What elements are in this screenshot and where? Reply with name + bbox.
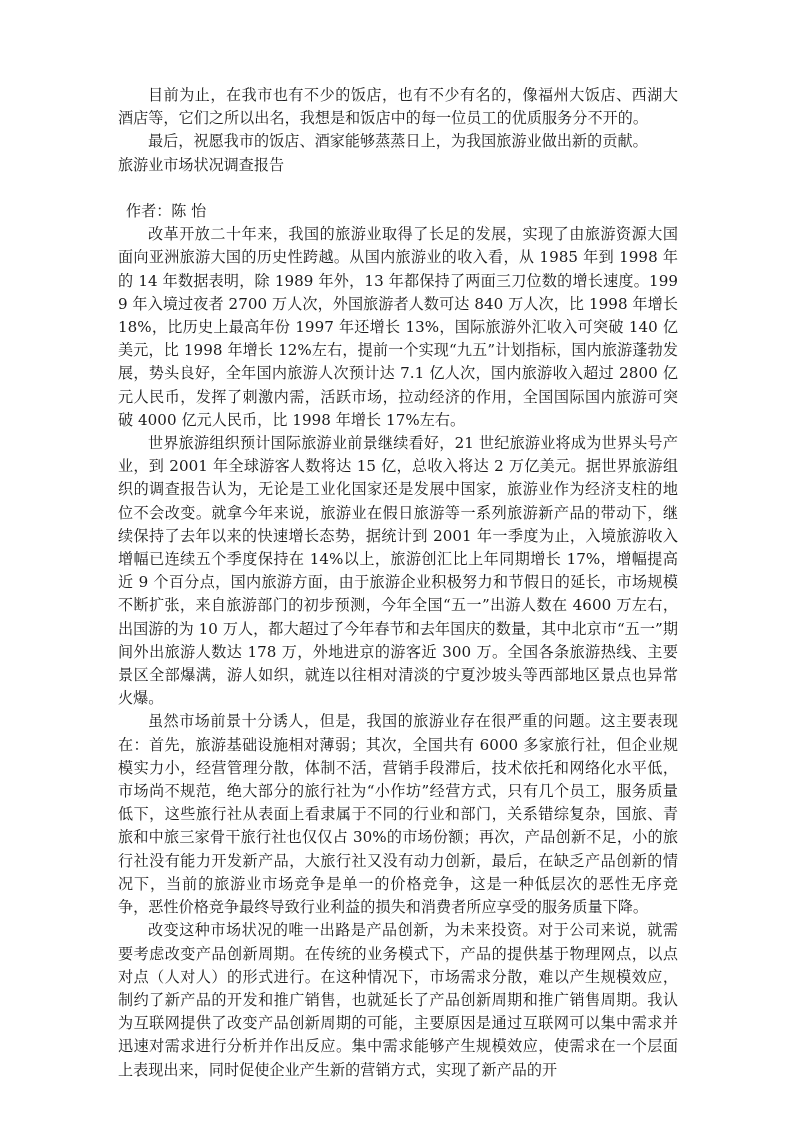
title-author-spacer (118, 177, 678, 200)
paragraph-body-2: 世界旅游组织预计国际旅游业前景继续看好，21 世纪旅游业将成为世界头号产业，到 2001 年全球游客人数将达 15 亿，总收入将达 2 万亿美元。据世界旅游组织的调查报告认为，无论是工业化国家还是发展中国家，旅游业作为经济支柱的地位不会改变。就拿今年来说，旅游业在假日旅游等一系列旅游新产品的带动下，继续保持了去年以来的快速增长态势，据统计到 2001 年一季度为止，入境旅游收入增幅已连续五个季度保持在 14%以上，旅游创汇比上年同期增长 17%，增幅提高近 9 个百分点，国内旅游方面，由于旅游企业积极努力和节假日的延长，市场规模不断扩张，来自旅游部门的初步预测，今年全国“五一”出游人数在 4600 万左右，出国游的为 10 万人，都大超过了今年春节和去年国庆的数量，其中北京市“五一”期间外出旅游人数达 178 万，外地进京的游客近 300 万。全国各条旅游热线、主要景区全部爆满，游人如织，就连以往相对清淡的宁夏沙坡头等西部地区景点也异常火爆。 (118, 434, 678, 708)
author-line: 作者：陈 怡 (126, 202, 207, 220)
paragraph-intro-1: 目前为止，在我市也有不少的饭店，也有不少有名的，像福州大饭店、西湖大酒店等，它们之所以出名，我想是和饭店中的每一位员工的优质服务分不开的。 (118, 86, 678, 128)
paragraph-body-1: 改革开放二十年来，我国的旅游业取得了长足的发展，实现了由旅游资源大国面向亚洲旅游大国的历史性跨越。从国内旅游业的收入看，从 1985 年到 1998 年的 14 年数据表明，除 1989 年外，13 年都保持了两面三刀位数的增长速度。1999 年入境过夜者 2700 万人次，外国旅游者人数可达 840 万人次，比 1998 年增长 18%，比历史上最高年份 1997 年还增长 13%，国际旅游外汇收入可突破 140 亿美元，比 1998 年增长 12%左右，提前一个实现“九五”计划指标，国内旅游蓬勃发展，势头良好，全年国内旅游人次预计达 7.1 亿人次，国内旅游收入超过 2800 亿元人民币，发挥了刺激内需，活跃市场，拉动经济的作用，全国国际国内旅游可突破 4000 亿元人民币，比 1998 年增长 17%左右。 (118, 225, 678, 429)
paragraph-body-3: 虽然市场前景十分诱人，但是，我国的旅游业存在很严重的问题。这主要表现在：首先，旅游基础设施相对薄弱；其次，全国共有 6000 多家旅行社，但企业规模实力小，经营管理分散，体制不活，营销手段滞后，技术依托和网络化水平低，市场尚不规范，绝大部分的旅行社为“小作坊”经营方式，只有几个员工，服务质量低下，这些旅行社从表面上看隶属于不同的行业和部门，关系错综复杂，国旅、青旅和中旅三家骨干旅行社也仅仅占 30%的市场份额；再次，产品创新不足，小的旅行社没有能力开发新产品，大旅行社又没有动力创新，最后，在缺乏产品创新的情况下，当前的旅游业市场竞争是单一的价格竞争，这是一种低层次的恶性无序竞争，恶性价格竞争最终导致行业利益的损失和消费者所应享受的服务质量下降。 (118, 712, 678, 917)
paragraph-intro-2: 最后，祝愿我市的饭店、酒家能够蒸蒸日上，为我国旅游业做出新的贡献。 (148, 132, 648, 151)
paragraph-body-4: 改变这种市场状况的唯一出路是产品创新，为未来投资。对于公司来说，就需要考虑改变产品创新周期。在传统的业务模式下，产品的提供基于物理网点，以点对点（人对人）的形式进行。在这种情况下，市场需求分散，难以产生规模效应，制约了新产品的开发和推广销售，也就延长了产品创新周期和推广销售周期。我认为互联网提供了改变产品创新周期的可能，主要原因是通过互联网可以集中需求并迅速对需求进行分析并作出反应。集中需求能够产生规模效应，使需求在一个层面上表现出来，同时促使企业产生新的营销方式，实现了新产品的开 (118, 921, 678, 1079)
report-title: 旅游业市场状况调查报告 (118, 155, 285, 174)
document-body (118, 84, 678, 1082)
